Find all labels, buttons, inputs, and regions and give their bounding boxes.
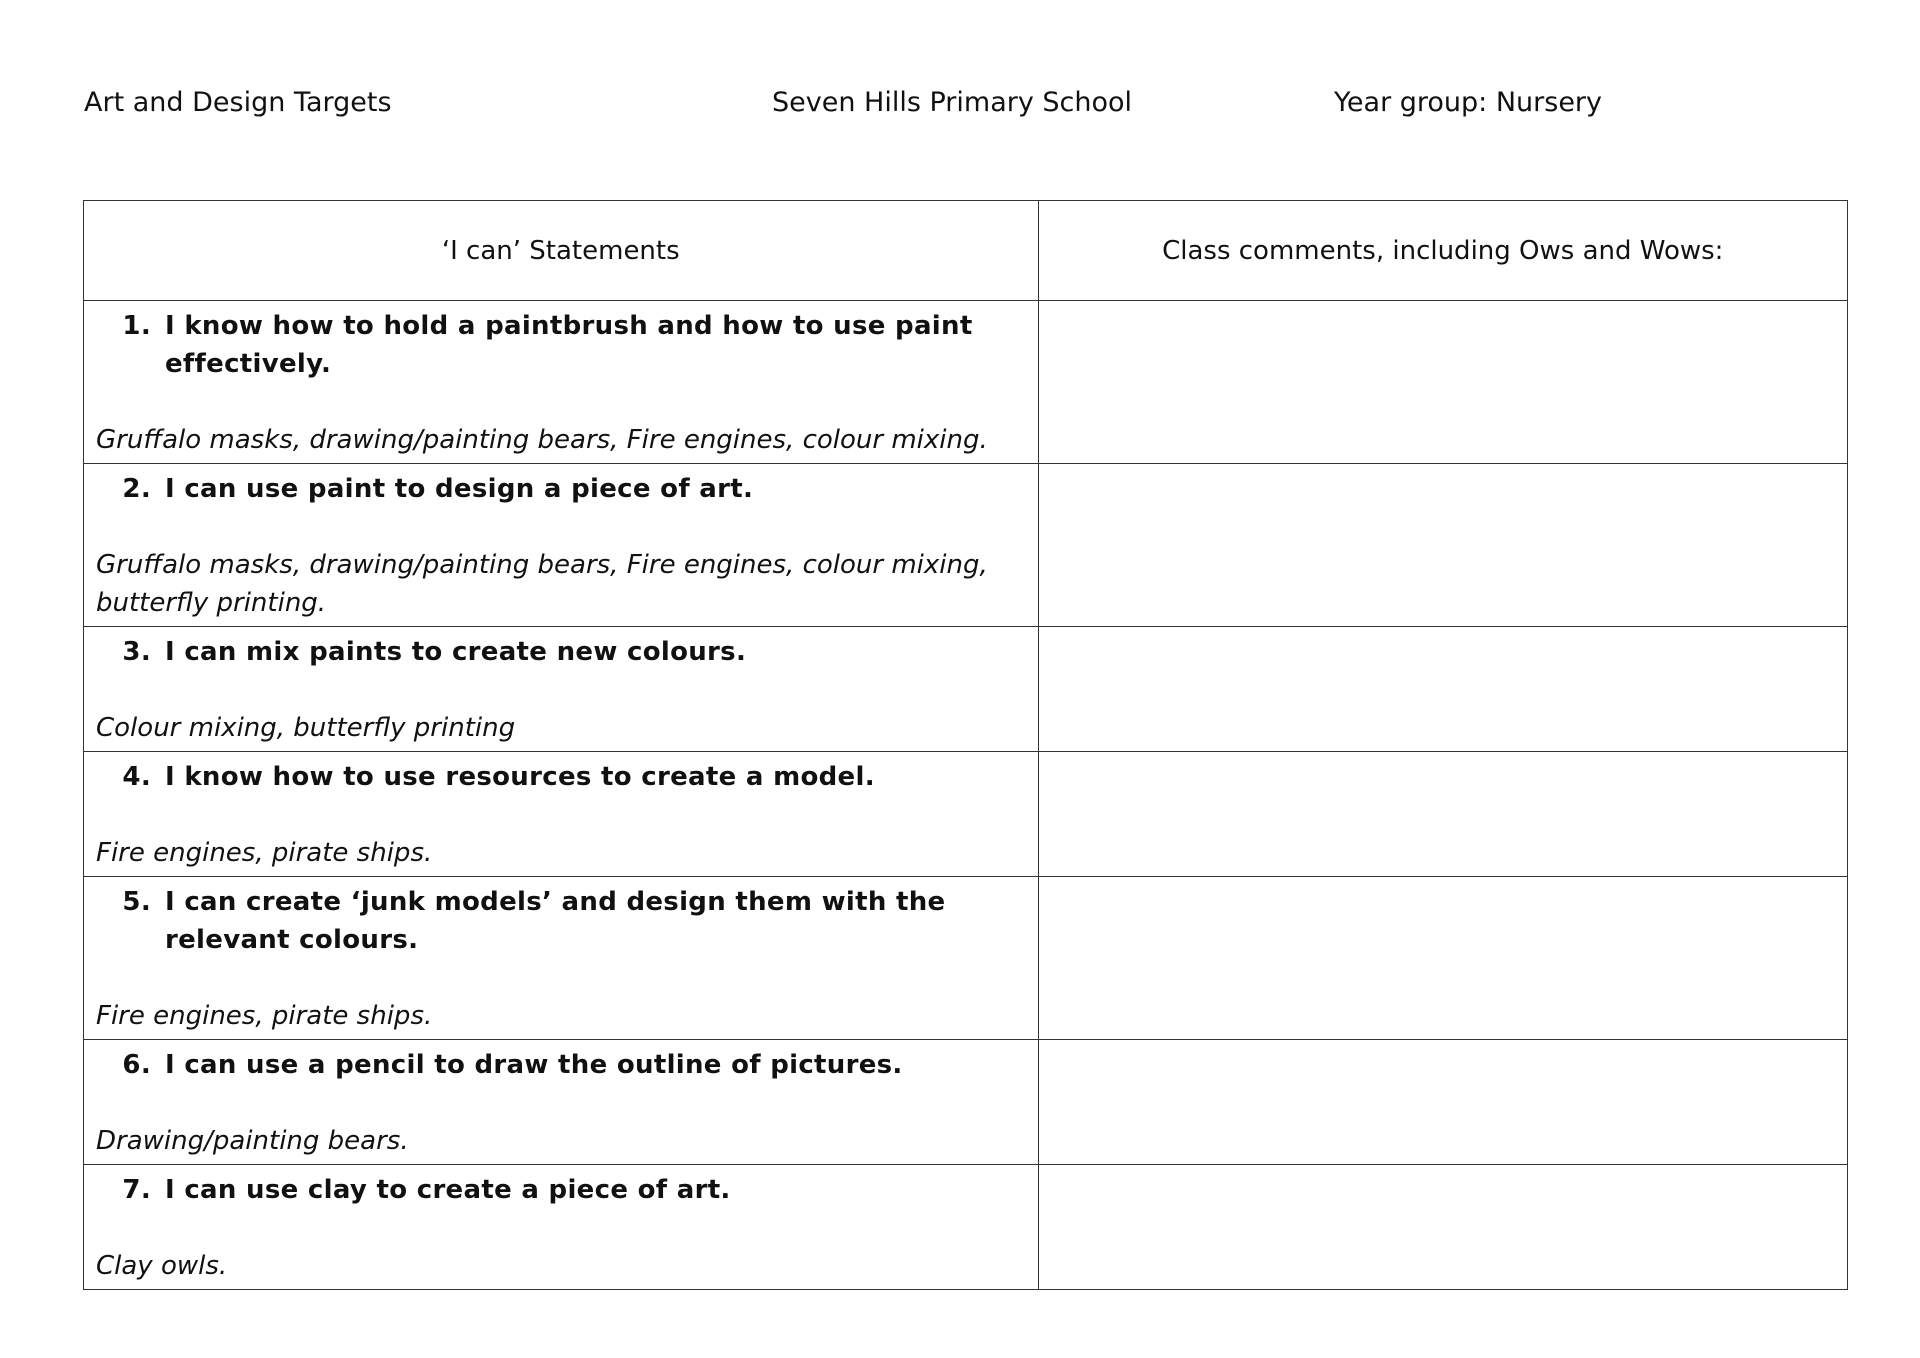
statement-cell <box>84 1165 1039 1290</box>
statement-text: I can use clay to create a piece of art. <box>165 1175 731 1205</box>
statement-cell <box>84 752 1039 877</box>
statement-number: 2. <box>122 474 151 504</box>
statement-number: 6. <box>122 1050 151 1080</box>
statement <box>96 1046 1028 1084</box>
table-row <box>84 627 1848 752</box>
comments-column-header: Class comments, including Ows and Wows: <box>1038 201 1847 301</box>
statement <box>96 1171 1028 1209</box>
statement <box>96 307 1028 383</box>
comment-cell[interactable] <box>1038 1165 1847 1290</box>
table-row <box>84 877 1848 1040</box>
statements-column-header: ‘I can’ Statements <box>84 201 1039 301</box>
statement-number: 7. <box>122 1175 151 1205</box>
school-name: Seven Hills Primary School <box>772 87 1133 118</box>
activities-text: Gruffalo masks, drawing/painting bears, Fire engines, colour mixing, butterfly printing. <box>96 550 988 618</box>
statement-number: 3. <box>122 637 151 667</box>
statement-text: I can use paint to design a piece of art. <box>165 474 754 504</box>
comment-cell[interactable] <box>1038 627 1847 752</box>
activities-text: Fire engines, pirate ships. <box>96 838 433 868</box>
activities-text: Gruffalo masks, drawing/painting bears, Fire engines, colour mixing. <box>96 425 988 455</box>
table-row <box>84 752 1848 877</box>
comment-cell[interactable] <box>1038 464 1847 627</box>
activities-text: Drawing/painting bears. <box>96 1126 409 1156</box>
activities-text: Fire engines, pirate ships. <box>96 1001 433 1031</box>
activities-text: Colour mixing, butterfly printing <box>96 713 516 743</box>
statement <box>96 633 1028 671</box>
statement <box>96 470 1028 508</box>
statement-text: I can mix paints to create new colours. <box>165 637 747 667</box>
statement-cell <box>84 301 1039 464</box>
statement-number: 5. <box>122 887 151 917</box>
targets-table <box>83 200 1848 1290</box>
statement-cell <box>84 464 1039 627</box>
statement-text: I can create ‘junk models’ and design them with the relevant colours. <box>165 887 946 955</box>
subject-title: Art and Design Targets <box>84 87 392 118</box>
statement-cell <box>84 1040 1039 1165</box>
statement-cell <box>84 627 1039 752</box>
statement-text: I know how to use resources to create a model. <box>165 762 875 792</box>
year-group-label: Year group: Nursery <box>1334 87 1603 118</box>
comment-cell[interactable] <box>1038 877 1847 1040</box>
statement-number: 1. <box>122 311 151 341</box>
statement-number: 4. <box>122 762 151 792</box>
statement <box>96 758 1028 796</box>
table-row <box>84 301 1848 464</box>
comment-cell[interactable] <box>1038 301 1847 464</box>
table-row <box>84 1165 1848 1290</box>
table-row <box>84 1040 1848 1165</box>
table-header-row <box>84 201 1848 301</box>
comment-cell[interactable] <box>1038 752 1847 877</box>
statement-cell <box>84 877 1039 1040</box>
statement-text: I can use a pencil to draw the outline of pictures. <box>165 1050 903 1080</box>
comment-cell[interactable] <box>1038 1040 1847 1165</box>
activities-text: Clay owls. <box>96 1251 228 1281</box>
statement-text: I know how to hold a paintbrush and how to use paint effectively. <box>165 311 973 379</box>
table-row <box>84 464 1848 627</box>
statement <box>96 883 1028 959</box>
